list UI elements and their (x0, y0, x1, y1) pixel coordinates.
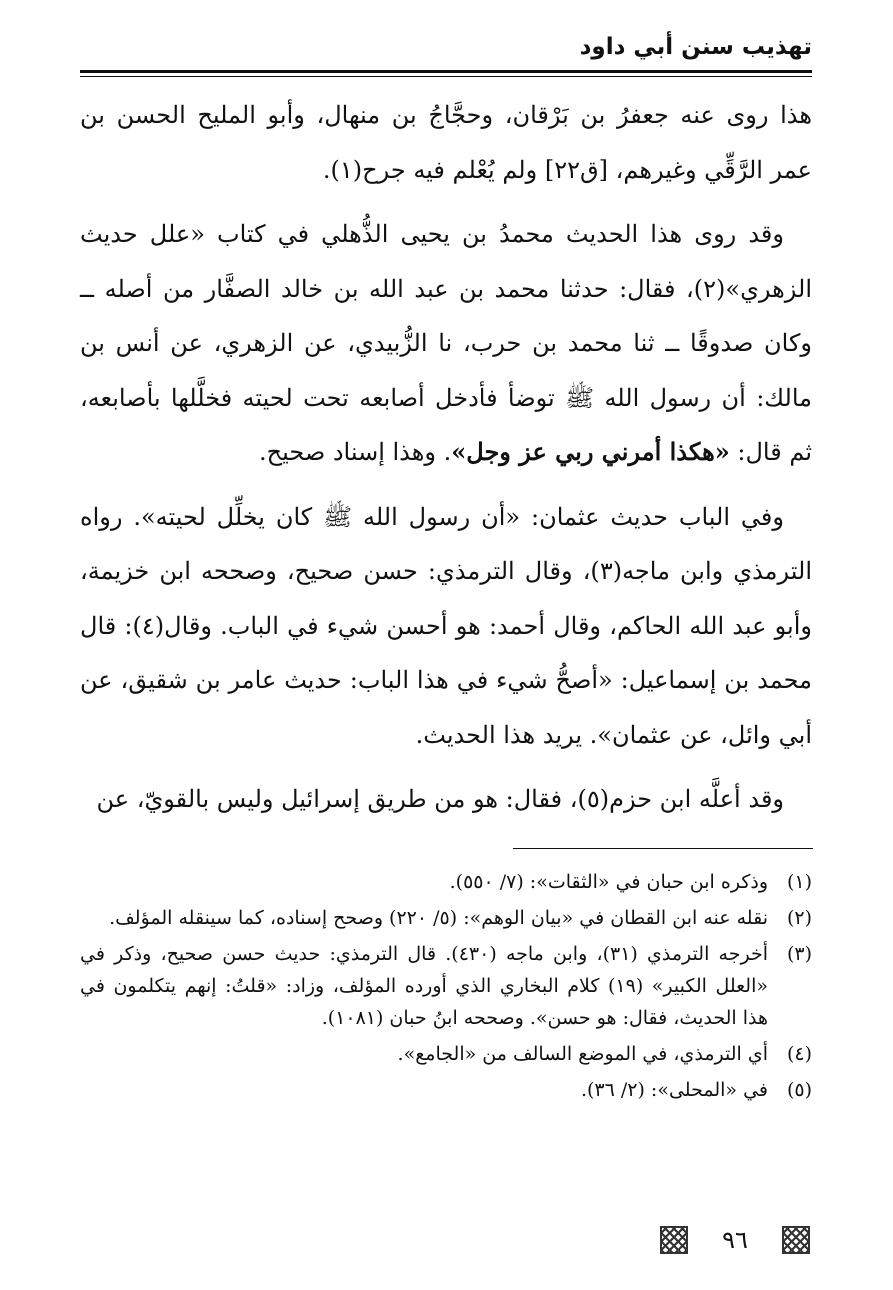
footnote-number: (١) (786, 871, 812, 893)
footnote-text: في «المحلى»: (٢/ ٣٦). (580, 1079, 768, 1101)
footnote-number: (٤) (786, 1043, 812, 1065)
header-rule-thin (80, 76, 812, 77)
page-number: ٩٦ (722, 1226, 748, 1254)
header-rule-thick (80, 70, 812, 73)
footnote-number: (٢) (786, 907, 812, 929)
footnote-text: نقله عنه ابن القطان في «بيان الوهم»: (٥/ ٢٢٠) وصحح إسناده، كما سينقله المؤلف. (109, 907, 768, 929)
page-footer (660, 1222, 810, 1258)
paragraph-1: هذا روى عنه جعفرُ بن بَرْقان، وحجَّاجُ بن منهال، وأبو المليح الحسن بن عمر الرَّقِّي وغيرهم، [ق٢٢] ولم يُعْلم فيه جرح(١). (80, 101, 812, 184)
main-text (80, 88, 812, 837)
footnote-5 (80, 1074, 812, 1106)
hadith-quote: «هكذا أمرني ربي عز وجل» (451, 437, 730, 466)
footnote-1 (80, 866, 812, 898)
footnote-number: (٥) (786, 1079, 812, 1101)
paragraph-2-text: وقد روى هذا الحديث محمدُ بن يحيى الذُّهلي في كتاب «علل حديث الزهري»(٢)، فقال: حدثنا محمد بن عبد الله بن خالد الصفَّار من أصله ــ وكان صدوقًا ــ ثنا محمد بن حرب، نا الزُّبيدي، عن الزهري، عن أنس بن مالك: أن رسول الله ﷺ توضأ فأدخل أصابعه تحت لحيته فخلَّلها بأصابعه، ثم قال: (80, 220, 812, 466)
footnote-2 (80, 902, 812, 934)
footnote-3 (80, 938, 812, 1034)
ornament-icon (782, 1226, 810, 1254)
footnote-4 (80, 1038, 812, 1070)
paragraph-4: وقد أعلَّه ابن حزم(٥)، فقال: هو من طريق إسرائيل وليس بالقويّ، عن (96, 785, 784, 813)
paragraph-3: وفي الباب حديث عثمان: «أن رسول الله ﷺ كان يخلِّل لحيته». رواه الترمذي وابن ماجه(٣)، وقال الترمذي: حسن صحيح، وصححه ابن خزيمة، وأبو عبد الله الحاكم، وقال أحمد: هو أحسن شيء في الباب. وقال(٤): قال محمد بن إسماعيل: «أصحُّ شيء في هذا الباب: حديث عامر بن شقيق، عن أبي وائل، عن عثمان». يريد هذا الحديث. (80, 502, 813, 749)
footnote-text: أي الترمذي، في الموضع السالف من «الجامع». (397, 1043, 768, 1065)
paragraph-2 (80, 207, 812, 480)
footnote-separator (513, 848, 813, 849)
footnote-number: (٣) (786, 943, 812, 965)
footnote-text: أخرجه الترمذي (٣١)، وابن ماجه (٤٣٠). قال الترمذي: حديث حسن صحيح، وذكر في «العلل الكبير» (١٩) كلام البخاري الذي أورده المؤلف، وزاد: «قلتُ: إنهم يتكلمون في هذا الحديث، فقال: هو حسن». وصححه ابنُ حبان (١٠٨١). (80, 943, 769, 1029)
ornament-icon (660, 1226, 688, 1254)
running-header (80, 30, 812, 70)
book-title: تهذيب سنن أبي داود (579, 34, 812, 60)
footnote-text: وذكره ابن حبان في «الثقات»: (٧/ ٥٥٠). (449, 871, 768, 893)
paragraph-2-tail: . وهذا إسناد صحيح. (259, 438, 452, 466)
footnotes (80, 866, 812, 1110)
